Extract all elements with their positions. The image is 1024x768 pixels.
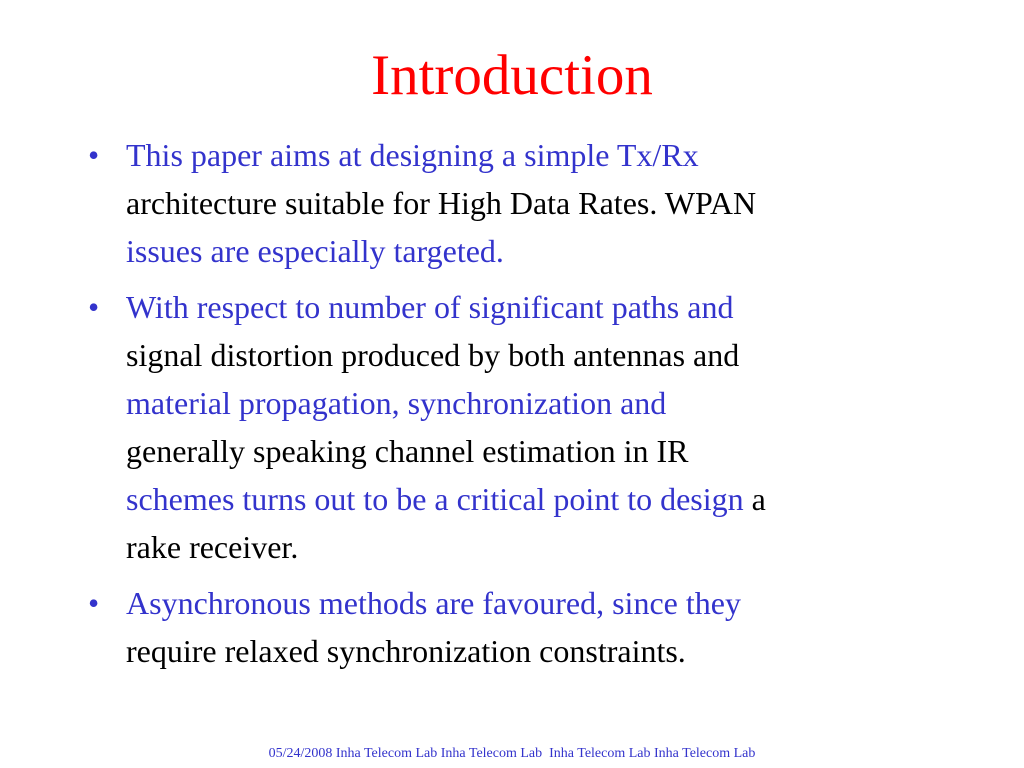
bullet-line [126, 523, 956, 571]
bullet-marker: • [88, 137, 100, 173]
bullet-line [126, 379, 956, 427]
bullet-line [126, 331, 956, 379]
text-segment: architecture suitable for High Data Rates. WPAN [126, 185, 757, 221]
bullet-marker: • [88, 289, 100, 325]
text-segment: require relaxed synchronization constraints. [126, 633, 686, 669]
bullet-list [88, 131, 956, 683]
bullet-line [126, 427, 956, 475]
text-segment: issues are especially targeted. [126, 233, 504, 269]
text-segment: schemes turns out to be a critical point to design [126, 481, 744, 517]
text-segment: This paper aims at designing a simple Tx/Rx [126, 137, 699, 173]
bullet-item [88, 579, 956, 675]
bullet-item [88, 283, 956, 571]
text-segment: signal distortion produced by both antennas and [126, 337, 740, 373]
text-segment: Asynchronous methods are favoured, since they [126, 585, 741, 621]
text-segment: material propagation, synchronization and [126, 385, 667, 421]
bullet-line [126, 227, 956, 275]
bullet-line [126, 179, 956, 227]
bullet-marker: • [88, 585, 100, 621]
bullet-line [126, 579, 956, 627]
text-segment: With respect to number of significant paths and [126, 289, 734, 325]
bullet-line [126, 283, 956, 331]
bullet-item [88, 131, 956, 275]
bullet-line [126, 475, 956, 523]
text-segment: rake receiver. [126, 529, 299, 565]
slide-title: Introduction [371, 44, 653, 107]
text-segment: generally speaking channel estimation in IR [126, 433, 689, 469]
bullet-line [126, 131, 956, 179]
bullet-line [126, 627, 956, 675]
slide-footer: 05/24/2008 Inha Telecom Lab Inha Telecom Lab Inha Telecom Lab Inha Telecom Lab [268, 746, 756, 761]
text-segment: a [743, 481, 766, 517]
